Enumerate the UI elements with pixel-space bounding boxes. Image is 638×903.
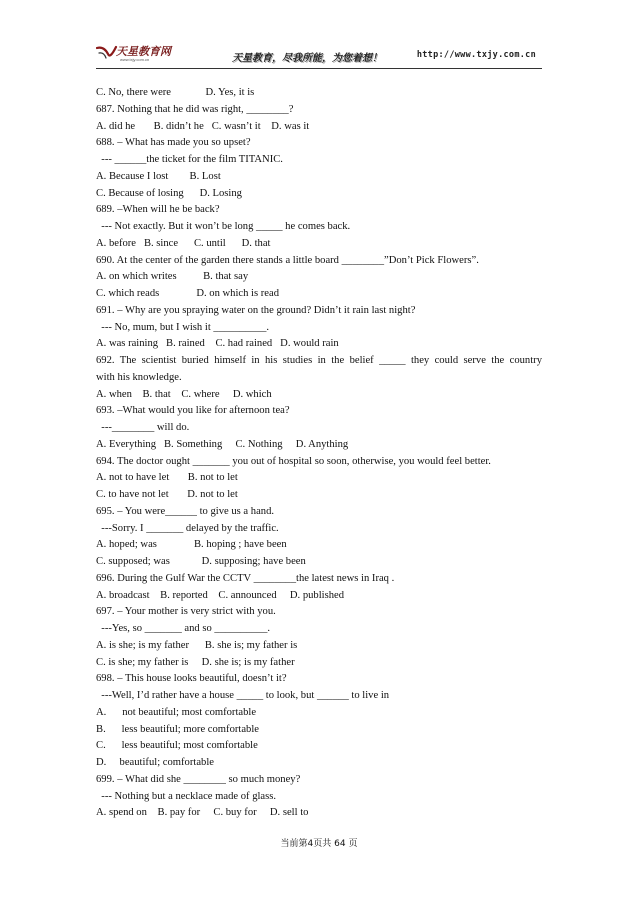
logo-url: www.txjy.com.cn — [120, 57, 150, 62]
text-line: A. was raining B. rained C. had rained D. would rain — [96, 338, 339, 350]
text-line: 693. –What would you like for afternoon tea? — [96, 405, 290, 417]
text-line: A. broadcast B. reported C. announced D. published — [96, 589, 345, 601]
text-line: --- No, mum, but I wish it __________. — [96, 321, 270, 333]
question-list — [96, 85, 542, 822]
text-line: 696. During the Gulf War the CCTV ________the latest news in Iraq . — [96, 572, 395, 584]
text-line: A. hoped; was B. hoping ; have been — [96, 539, 287, 551]
text-line: B. less beautiful; more comfortable — [96, 723, 259, 735]
page-number-footer: 当前第4页共 64 页 — [280, 839, 358, 849]
logo-text: 天星教育网 — [116, 46, 171, 58]
text-line: 698. – This house looks beautiful, doesn’t it? — [96, 673, 287, 685]
text-line: 697. – Your mother is very strict with you. — [96, 606, 276, 618]
text-line: --- ______the ticket for the film TITANIC. — [96, 154, 283, 165]
text-line: D. beautiful; comfortable — [96, 757, 214, 768]
text-line: ---Yes, so _______ and so __________. — [96, 623, 271, 634]
text-line: C. supposed; was D. supposing; have been — [96, 556, 306, 567]
text-line: C. No, there were D. Yes, it is — [96, 87, 255, 98]
text-line: --- Nothing but a necklace made of glass. — [96, 790, 277, 802]
text-line: A. on which writes B. that say — [96, 271, 249, 283]
text-line: C. less beautiful; most comfortable — [96, 740, 258, 752]
text-line: 687. Nothing that he did was right, ________? — [96, 103, 294, 115]
text-line: 694. The doctor ought _______ you out of hospital so soon, otherwise, you would feel better. — [96, 455, 491, 467]
text-line: A. not beautiful; most comfortable — [96, 706, 257, 718]
text-line: 689. –When will he be back? — [96, 204, 220, 216]
text-line: A. before B. since C. until D. that — [96, 237, 271, 249]
text-line: 699. – What did she ________ so much money? — [96, 773, 301, 785]
text-line: --- Not exactly. But it won’t be long _____ he comes back. — [96, 221, 351, 232]
text-line: 691. – Why are you spraying water on the ground? Didn’t it rain last night? — [96, 304, 416, 316]
site-logo — [96, 42, 176, 66]
text-line: 690. At the center of the garden there stands a little board ________”Don’t Pick Flowers”. — [96, 254, 479, 266]
text-line: ---________ will do. — [96, 422, 190, 433]
text-line: 695. – You were______ to give us a hand. — [96, 505, 275, 517]
text-line: A. spend on B. pay for C. buy for D. sell to — [96, 807, 309, 819]
text-line: 688. – What has made you so upset? — [96, 137, 251, 149]
text-line: ---Sorry. I _______ delayed by the traffic. — [96, 522, 279, 534]
text-line: C. which reads D. on which is read — [96, 288, 280, 299]
text-line: A. did he B. didn’t he C. wasn’t it D. was it — [96, 120, 310, 132]
swoosh-logo-icon — [96, 44, 118, 62]
text-line: A. when B. that C. where D. which — [96, 388, 272, 400]
text-line: C. Because of losing D. Losing — [96, 187, 242, 199]
header-slogan: 天星教育，尽我所能，为您着想！ — [232, 53, 382, 64]
text-line: C. is she; my father is D. she is; is my father — [96, 656, 295, 668]
text-line: C. to have not let D. not to let — [96, 489, 238, 500]
text-line: A. Because I lost B. Lost — [96, 170, 221, 182]
page-header — [96, 40, 542, 69]
text-line: A. not to have let B. not to let — [96, 472, 238, 484]
text-line: A. is she; is my father B. she is; my father is — [96, 639, 298, 651]
text-line: ---Well, I’d rather have a house _____ to look, but ______ to live in — [96, 690, 390, 701]
header-site-url[interactable]: http://www.txjy.com.cn — [416, 50, 536, 60]
text-line: with his knowledge. — [96, 371, 182, 383]
text-line: A. Everything B. Something C. Nothing D. Anything — [96, 438, 349, 450]
text-line: 692. The scientist buried himself in his studies in the belief _____ they could serve the country — [96, 355, 542, 366]
